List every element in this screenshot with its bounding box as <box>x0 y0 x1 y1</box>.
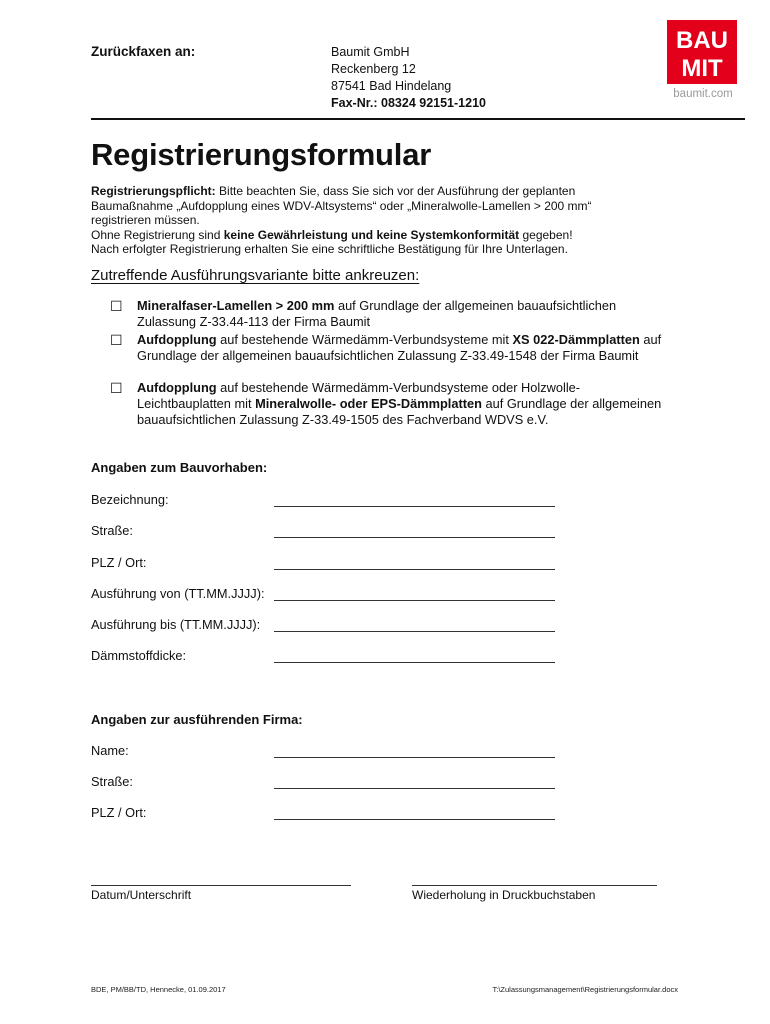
signature-line-right[interactable] <box>412 871 657 886</box>
intro-text <box>91 184 651 257</box>
variant-heading: Zutreffende Ausführungsvariante bitte ankreuzen: <box>91 267 420 284</box>
field-line-strasse[interactable] <box>274 523 555 538</box>
intro-p1-bold: Registrierungspflicht: <box>91 184 216 198</box>
option-mineralfaser-lamellen[interactable] <box>110 298 670 332</box>
header-divider <box>91 118 745 120</box>
recipient-address <box>331 44 486 112</box>
field-label-ausfuehrung-bis: Ausführung bis (TT.MM.JJJJ): <box>91 617 261 632</box>
intro-paragraph-1 <box>91 184 651 228</box>
field-line-name[interactable] <box>274 743 555 758</box>
logo-text-top: BAU <box>676 27 728 54</box>
footer-left: BDE, PM/BB/TD, Hennecke, 01.09.2017 <box>91 985 226 994</box>
address-line-street: Reckenberg 12 <box>331 62 416 76</box>
option-aufdopplung-mineralwolle-eps[interactable] <box>110 380 670 430</box>
field-label-bezeichnung: Bezeichnung: <box>91 492 169 507</box>
option-text <box>137 380 665 429</box>
intro-p1-text: Bitte beachten Sie, dass Sie sich vor der Ausführung der geplanten Baumaßnahme „Aufdopplung eines WDV-Altsystems“ oder „Mineralwolle-Lamellen > 200 mm“ registrieren müssen. <box>91 184 592 228</box>
field-label-name: Name: <box>91 743 129 758</box>
signature-label-left: Datum/Unterschrift <box>91 888 192 902</box>
option-desc: auf Grundlage der allgemeinen bauaufsichtlichen Zulassung Z-33.44-113 der Firma Baumit <box>137 298 617 330</box>
intro-p2-a: Ohne Registrierung sind <box>91 227 224 242</box>
field-label-firma-plz-ort: PLZ / Ort: <box>91 805 147 820</box>
intro-p2-bold: keine Gewährleistung und keine Systemkonformität <box>223 227 520 242</box>
logo-text-bottom: MIT <box>681 55 723 82</box>
option-bold: Aufdopplung <box>137 380 217 395</box>
intro-paragraph-2 <box>91 228 651 243</box>
option-checkbox[interactable]: ☐ <box>110 298 123 314</box>
field-label-plz-ort: PLZ / Ort: <box>91 555 147 570</box>
intro-p2-b: gegeben! <box>519 227 573 242</box>
baumit-logo-mark <box>667 20 737 84</box>
option-checkbox[interactable]: ☐ <box>110 380 123 396</box>
field-label-strasse: Straße: <box>91 523 133 538</box>
intro-paragraph-3: Nach erfolgter Registrierung erhalten Sie eine schriftliche Bestätigung für Ihre Unterlagen. <box>91 242 568 257</box>
option-bold: Mineralwolle- oder EPS-Dämmplatten <box>255 396 482 412</box>
signature-line-left[interactable] <box>91 871 351 886</box>
company-heading: Angaben zur ausführenden Firma: <box>91 712 303 727</box>
field-line-daemmstoffdicke[interactable] <box>274 648 555 663</box>
field-line-ausfuehrung-von[interactable] <box>274 586 555 601</box>
baumit-logo <box>667 20 737 84</box>
fax-to-label: Zurückfaxen an: <box>91 44 196 59</box>
field-line-plz-ort[interactable] <box>274 555 555 570</box>
project-heading: Angaben zum Bauvorhaben: <box>91 460 268 475</box>
address-line-company: Baumit GmbH <box>331 45 410 59</box>
option-desc: auf Grundlage der allgemeinen bauaufsichtlichen Zulassung Z-33.49-1505 des Fachverband WDVS e.V. <box>137 396 662 428</box>
logo-domain: baumit.com <box>673 88 733 100</box>
option-text <box>137 332 665 364</box>
field-label-firma-strasse: Straße: <box>91 774 133 789</box>
field-label-ausfuehrung-von: Ausführung von (TT.MM.JJJJ): <box>91 586 265 601</box>
address-line-city: 87541 Bad Hindelang <box>331 79 452 93</box>
signature-label-right: Wiederholung in Druckbuchstaben <box>412 888 596 902</box>
fax-number: Fax-Nr.: 08324 92151-1210 <box>331 96 486 110</box>
field-label-daemmstoffdicke: Dämmstoffdicke: <box>91 648 187 663</box>
option-bold: Mineralfaser-Lamellen > 200 mm <box>137 298 335 313</box>
option-bold: Aufdopplung <box>137 332 217 347</box>
option-aufdopplung-xs022[interactable] <box>110 332 670 380</box>
option-text <box>137 298 665 330</box>
option-bold: XS 022-Dämmplatten <box>512 332 640 347</box>
field-line-firma-strasse[interactable] <box>274 774 555 789</box>
footer-right: T:\Zulassungsmanagement\Registrierungsformular.docx <box>492 985 678 994</box>
option-checkbox[interactable]: ☐ <box>110 332 123 348</box>
option-desc: auf Grundlage der allgemeinen bauaufsichtlichen Zulassung Z-33.49-1548 der Firma Baumit <box>137 332 662 364</box>
option-desc: auf bestehende Wärmedämm-Verbundsysteme mit <box>216 332 513 347</box>
field-line-firma-plz-ort[interactable] <box>274 805 555 820</box>
page-title: Registrierungsformular <box>91 137 432 172</box>
field-line-bezeichnung[interactable] <box>274 492 555 507</box>
option-desc: auf bestehende Wärmedämm-Verbundsysteme oder Holzwolle-Leichtbauplatten mit <box>137 380 581 412</box>
field-line-ausfuehrung-bis[interactable] <box>274 617 555 632</box>
